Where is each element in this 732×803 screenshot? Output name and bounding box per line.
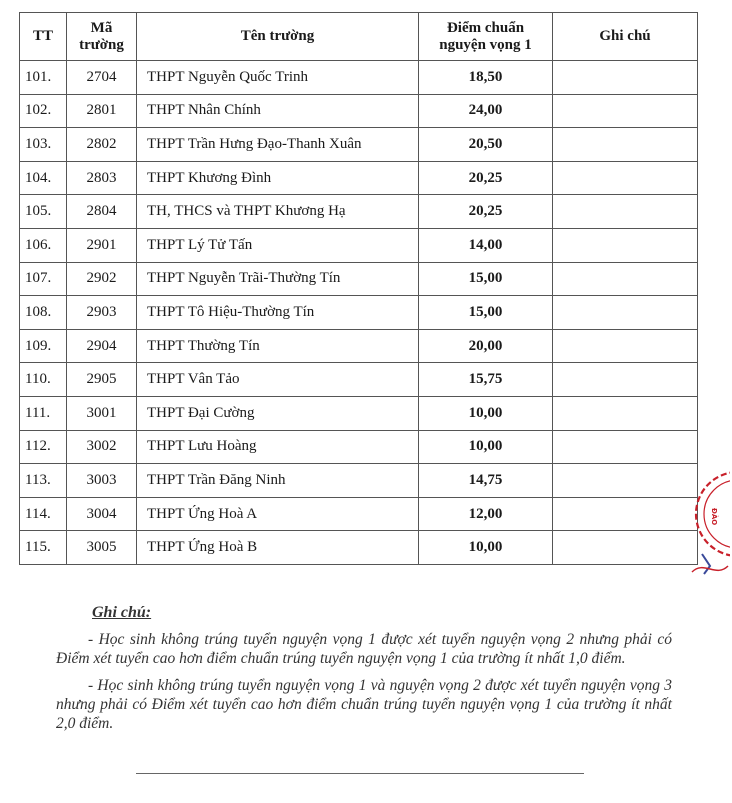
header-score-line1: Điểm chuẩn	[446, 19, 525, 36]
row-school-code: 3004	[67, 497, 137, 531]
row-school-code: 3003	[67, 464, 137, 498]
row-note	[553, 94, 698, 128]
row-tt: 105.	[20, 195, 67, 229]
row-school-code: 3002	[67, 430, 137, 464]
row-school-name: THPT Vân Tảo	[137, 363, 419, 397]
admission-score-table	[19, 12, 698, 565]
row-tt: 110.	[20, 363, 67, 397]
table-row	[20, 396, 698, 430]
header-score	[419, 13, 553, 61]
header-code-line1: Mã	[90, 19, 113, 36]
row-tt: 108.	[20, 296, 67, 330]
table-row	[20, 296, 698, 330]
row-score: 20,50	[419, 128, 553, 162]
table-row	[20, 161, 698, 195]
row-tt: 114.	[20, 497, 67, 531]
row-score: 12,00	[419, 497, 553, 531]
row-school-name: TH, THCS và THPT Khương Hạ	[137, 195, 419, 229]
row-tt: 113.	[20, 464, 67, 498]
table-row	[20, 430, 698, 464]
row-score: 15,75	[419, 363, 553, 397]
row-school-code: 2704	[67, 61, 137, 95]
table-row	[20, 464, 698, 498]
svg-text:ĐÀO: ĐÀO	[710, 508, 718, 526]
row-tt: 104.	[20, 161, 67, 195]
table-row	[20, 195, 698, 229]
table-row	[20, 128, 698, 162]
table-header-row	[20, 13, 698, 61]
row-school-name: THPT Ứng Hoà A	[137, 497, 419, 531]
row-note	[553, 464, 698, 498]
table-body	[20, 61, 698, 565]
row-score: 10,00	[419, 430, 553, 464]
row-school-code: 3001	[67, 396, 137, 430]
table-row	[20, 61, 698, 95]
header-score-line2: nguyện vọng 1	[439, 36, 532, 53]
row-tt: 106.	[20, 228, 67, 262]
row-score: 15,00	[419, 262, 553, 296]
row-school-name: THPT Lưu Hoàng	[137, 430, 419, 464]
row-note	[553, 430, 698, 464]
red-seal-stamp	[690, 462, 730, 582]
row-school-code: 2804	[67, 195, 137, 229]
row-note	[553, 497, 698, 531]
row-score: 15,00	[419, 296, 553, 330]
row-tt: 107.	[20, 262, 67, 296]
row-school-name: THPT Thường Tín	[137, 329, 419, 363]
row-school-name: THPT Lý Tử Tấn	[137, 228, 419, 262]
row-tt: 103.	[20, 128, 67, 162]
row-note	[553, 161, 698, 195]
row-school-code: 2803	[67, 161, 137, 195]
row-score: 20,25	[419, 161, 553, 195]
row-school-code: 2802	[67, 128, 137, 162]
row-school-name: THPT Trần Đăng Ninh	[137, 464, 419, 498]
row-school-name: THPT Nhân Chính	[137, 94, 419, 128]
row-note	[553, 329, 698, 363]
note-paragraph-1: - Học sinh không trúng tuyển nguyện vọng 1 được xét tuyển nguyện vọng 2 nhưng phải có Điểm xét tuyển cao hơn điểm chuẩn trúng tuyển nguyện vọng 1 của trường ít nhất 1,0 điểm.	[56, 631, 672, 667]
row-note	[553, 228, 698, 262]
row-score: 20,25	[419, 195, 553, 229]
row-note	[553, 128, 698, 162]
row-tt: 112.	[20, 430, 67, 464]
row-school-code: 2801	[67, 94, 137, 128]
row-note	[553, 531, 698, 565]
row-score: 24,00	[419, 94, 553, 128]
row-tt: 102.	[20, 94, 67, 128]
row-school-code: 2905	[67, 363, 137, 397]
row-school-code: 2903	[67, 296, 137, 330]
row-school-name: THPT Tô Hiệu-Thường Tín	[137, 296, 419, 330]
row-score: 14,75	[419, 464, 553, 498]
row-school-code: 2902	[67, 262, 137, 296]
table-row	[20, 94, 698, 128]
row-score: 10,00	[419, 396, 553, 430]
row-school-code: 2904	[67, 329, 137, 363]
row-score: 20,00	[419, 329, 553, 363]
row-tt: 111.	[20, 396, 67, 430]
row-note	[553, 396, 698, 430]
row-score: 14,00	[419, 228, 553, 262]
table-row	[20, 497, 698, 531]
header-tt: TT	[20, 13, 67, 61]
header-name: Tên trường	[137, 13, 419, 61]
table-row	[20, 531, 698, 565]
row-score: 18,50	[419, 61, 553, 95]
row-school-name: THPT Nguyễn Quốc Trinh	[137, 61, 419, 95]
row-tt: 101.	[20, 61, 67, 95]
row-note	[553, 262, 698, 296]
row-note	[553, 296, 698, 330]
row-school-name: THPT Ứng Hoà B	[137, 531, 419, 565]
row-school-name: THPT Khương Đình	[137, 161, 419, 195]
notes-title: Ghi chú:	[92, 604, 152, 621]
row-school-name: THPT Nguyễn Trãi-Thường Tín	[137, 262, 419, 296]
seal-icon	[690, 462, 730, 582]
note-paragraph-2: - Học sinh không trúng tuyển nguyện vọng 1 và nguyện vọng 2 được xét tuyển nguyện vọng 3 nhưng phải có Điểm xét tuyển cao hơn điểm chuẩn trúng tuyển nguyện vọng 1 của trường ít nhất 2,0 điểm.	[56, 677, 672, 732]
row-school-code: 2901	[67, 228, 137, 262]
row-school-name: THPT Đại Cường	[137, 396, 419, 430]
row-note	[553, 363, 698, 397]
table-row	[20, 262, 698, 296]
row-note	[553, 61, 698, 95]
table-row	[20, 228, 698, 262]
row-school-code: 3005	[67, 531, 137, 565]
row-tt: 109.	[20, 329, 67, 363]
row-tt: 115.	[20, 531, 67, 565]
notes-section	[56, 603, 672, 741]
header-code	[67, 13, 137, 61]
table-row	[20, 329, 698, 363]
header-code-line2: trường	[79, 36, 124, 53]
bottom-divider	[136, 773, 584, 774]
table-row	[20, 363, 698, 397]
row-school-name: THPT Trần Hưng Đạo-Thanh Xuân	[137, 128, 419, 162]
row-note	[553, 195, 698, 229]
header-note: Ghi chú	[553, 13, 698, 61]
row-score: 10,00	[419, 531, 553, 565]
